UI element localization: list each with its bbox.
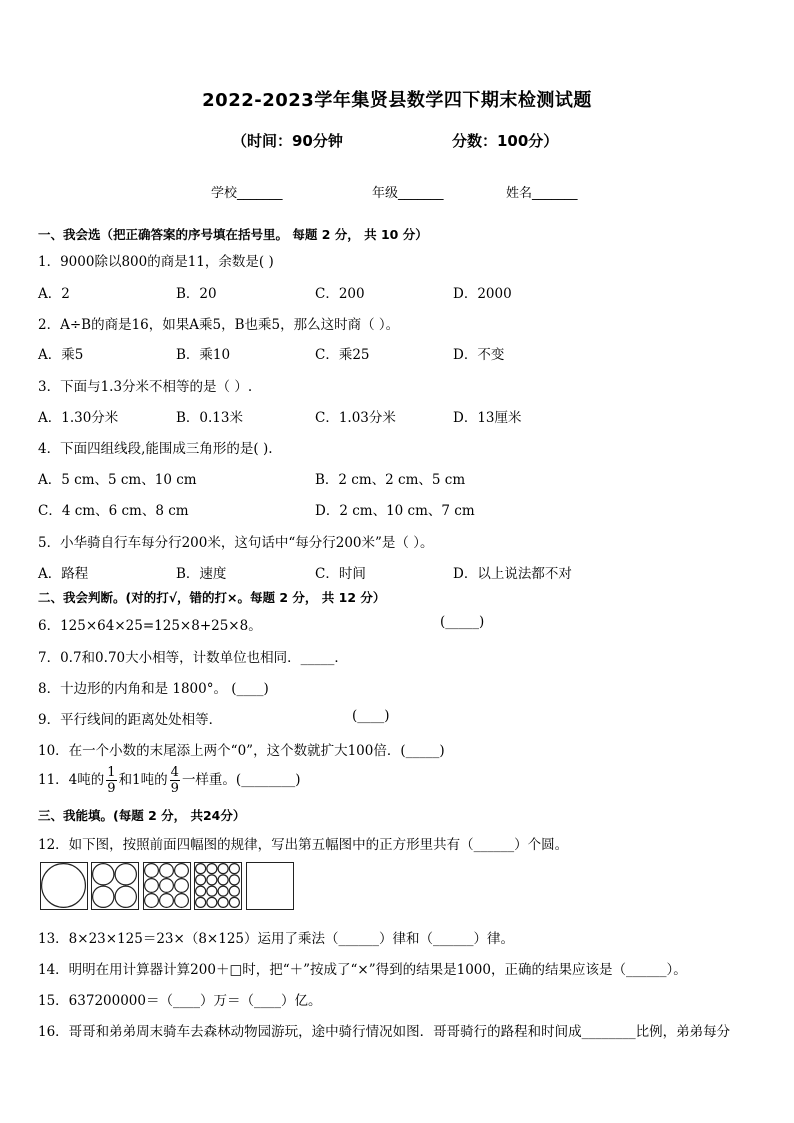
q3-option-d: D．13厘米 [453, 410, 522, 426]
pattern-circle [229, 875, 239, 885]
pattern-circle [115, 864, 136, 885]
pattern-circle [207, 864, 217, 874]
question-5: 5．小华骑自行车每分行200米，这句话中“每分行200米”是（ ）。 [38, 535, 434, 551]
pattern-square-1 [40, 862, 88, 910]
pattern-circle [196, 897, 206, 907]
pattern-circle [207, 897, 217, 907]
q9-answer-blank: (____) [352, 708, 390, 724]
fraction-2-numerator: 4 [170, 765, 179, 780]
pattern-circle [229, 897, 239, 907]
pattern-circle [145, 894, 159, 908]
pattern-circle [175, 879, 189, 893]
q5-option-c: C．时间 [315, 566, 366, 582]
q2-option-d: D．不变 [453, 347, 505, 363]
question-4: 4．下面四组线段,能围成三角形的是( ). [38, 441, 273, 457]
pattern-circle [218, 886, 228, 896]
pattern-circle [93, 886, 114, 907]
pattern-circle [229, 886, 239, 896]
q5-option-a: A．路程 [38, 566, 89, 582]
q2-option-b: B．乘10 [176, 347, 231, 363]
pattern-circle [218, 897, 228, 907]
fraction-four-ninths [170, 765, 180, 796]
q4-option-d: D．2 cm、10 cm、7 cm [315, 503, 475, 519]
question-15: 15．637200000＝（____）万＝（____）亿。 [38, 993, 322, 1009]
q5-option-d: D．以上说法都不对 [453, 566, 572, 582]
pattern-circle [115, 886, 136, 907]
section-1-heading: 一、我会选（把正确答案的序号填在括号里。 每题 2 分， 共 10 分） [38, 227, 428, 242]
q1-option-b: B．20 [176, 286, 217, 302]
pattern-circle [218, 864, 228, 874]
question-7: 7．0.7和0.70大小相等，计数单位也相同．_____． [38, 650, 348, 666]
question-6: 6．125×64×25=125×8+25×8。 [38, 618, 262, 634]
question-9: 9．平行线间的距离处处相等． [38, 712, 223, 728]
question-16: 16．哥哥和弟弟周末骑车去森林动物园游玩，途中骑行情况如图．哥哥骑行的路程和时间成________比例，弟弟每分 [38, 1024, 731, 1040]
grade-field: 年级_______ [372, 186, 444, 201]
q11-part-1: 11．4吨的 [38, 772, 105, 788]
q11-part-3: 一样重。(________) [181, 772, 301, 788]
q2-option-c: C．乘25 [315, 347, 370, 363]
pattern-circle [218, 875, 228, 885]
pattern-square-2 [91, 862, 139, 910]
q4-option-b: B．2 cm、2 cm、5 cm [315, 472, 466, 488]
question-2: 2．A÷B的商是16，如果A乘5，B也乘5，那么这时商（ ）。 [38, 317, 400, 333]
circle-grid-2 [92, 863, 137, 908]
q4-option-a: A．5 cm、5 cm、10 cm [38, 472, 197, 488]
pattern-circle [93, 864, 114, 885]
q1-option-a: A．2 [38, 286, 70, 302]
pattern-circle [145, 879, 159, 893]
circle-grid-4 [195, 863, 240, 908]
pattern-square-3 [143, 862, 191, 910]
exam-time: （时间：90分钟 [232, 132, 343, 150]
page-title: 2022-2023学年集贤县数学四下期末检测试题 [202, 90, 592, 111]
pattern-circle [207, 886, 217, 896]
question-11 [38, 765, 300, 796]
q11-part-2: 和1吨的 [118, 772, 168, 788]
question-3: 3．下面与1.3分米不相等的是（ ）. [38, 379, 253, 395]
q2-option-a: A．乘5 [38, 347, 84, 363]
question-8: 8．十边形的内角和是 1800°。 (____) [38, 681, 269, 697]
pattern-circle [160, 864, 174, 878]
circle-grid-3 [144, 863, 189, 908]
fraction-2-denominator: 9 [170, 781, 179, 796]
section-2-heading: 二、我会判断。(对的打√，错的打×。每题 2 分， 共 12 分） [38, 590, 386, 605]
q1-option-c: C．200 [315, 286, 365, 302]
pattern-square-5-empty [246, 862, 294, 910]
q3-option-a: A．1.30分米 [38, 410, 119, 426]
fraction-1-numerator: 1 [107, 765, 116, 780]
pattern-circle [175, 894, 189, 908]
pattern-circle [229, 864, 239, 874]
pattern-circle [207, 875, 217, 885]
pattern-circle [42, 864, 86, 908]
fraction-one-ninth [106, 765, 116, 796]
pattern-circle [145, 864, 159, 878]
q4-option-c: C．4 cm、6 cm、8 cm [38, 503, 189, 519]
school-field: 学校_______ [211, 186, 283, 201]
pattern-circle [196, 886, 206, 896]
question-1: 1．9000除以800的商是11，余数是( ) [38, 254, 274, 270]
q3-option-b: B．0.13米 [176, 410, 243, 426]
section-3-heading: 三、我能填。(每题 2 分， 共24分） [38, 808, 246, 823]
pattern-circle [160, 879, 174, 893]
pattern-circle [175, 864, 189, 878]
pattern-circle [196, 864, 206, 874]
q3-option-c: C．1.03分米 [315, 410, 396, 426]
question-13: 13．8×23×125＝23×（8×125）运用了乘法（______）律和（______）律。 [38, 931, 514, 947]
pattern-circle [160, 894, 174, 908]
exam-score: 分数：100分） [452, 132, 559, 150]
q5-option-b: B．速度 [176, 566, 227, 582]
pattern-circle [196, 875, 206, 885]
pattern-square-4 [194, 862, 242, 910]
question-10: 10．在一个小数的末尾添上两个“0”，这个数就扩大100倍．(_____) [38, 743, 445, 759]
q6-answer-blank: (_____) [440, 614, 485, 630]
fraction-1-denominator: 9 [107, 781, 116, 796]
q1-option-d: D．2000 [453, 286, 512, 302]
question-14: 14．明明在用计算器计算200＋□时，把“＋”按成了“×”得到的结果是1000，正确的结果应该是（______）。 [38, 962, 687, 978]
circle-grid-1 [41, 863, 86, 908]
question-12: 12．如下图，按照前面四幅图的规律，写出第五幅图中的正方形里共有（______）个圆。 [38, 837, 569, 853]
name-field: 姓名_______ [506, 186, 578, 201]
